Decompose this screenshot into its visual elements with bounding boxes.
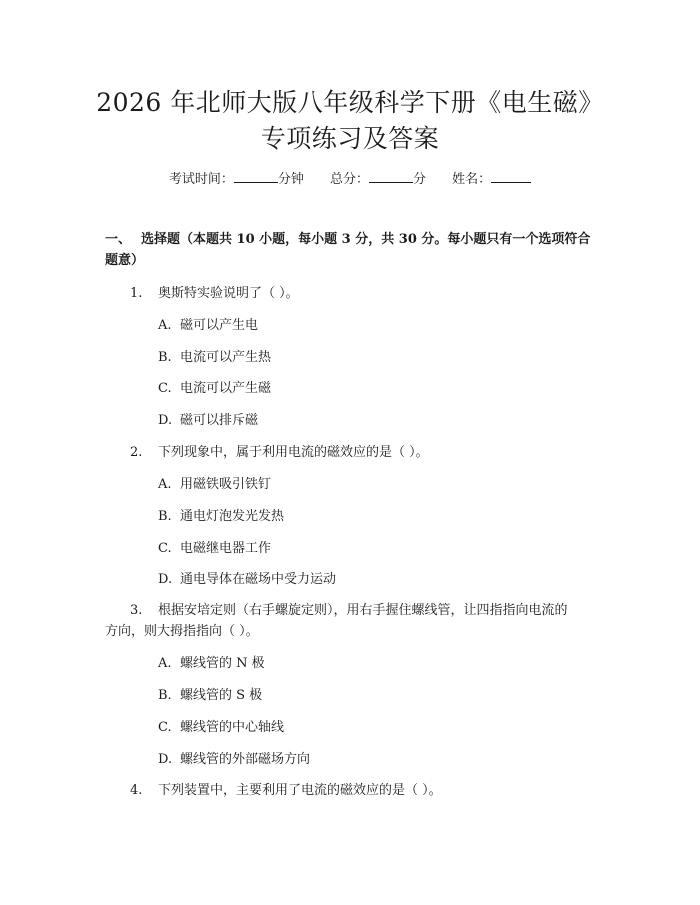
- title-line-2: 专项练习及答案: [260, 124, 440, 153]
- exam-meta: [0, 168, 700, 187]
- option-1d[interactable]: [158, 410, 258, 431]
- option-1c[interactable]: [158, 378, 271, 399]
- option-text: 用磁铁吸引铁钉: [180, 477, 272, 492]
- score-label: 总分：: [329, 172, 369, 187]
- question-number: 3.: [130, 603, 143, 618]
- option-3a[interactable]: [158, 653, 265, 674]
- option-key: C.: [158, 381, 172, 396]
- option-key: D.: [158, 413, 173, 428]
- option-text: 螺线管的 S 极: [180, 688, 263, 703]
- option-text: 磁可以产生电: [180, 318, 259, 333]
- option-text: 通电灯泡发光发热: [180, 509, 285, 524]
- question-text: 下列装置中，主要利用了电流的磁效应的是（ ）。: [158, 783, 442, 798]
- question-text-line-1: 根据安培定则（右手螺旋定则），用右手握住螺线管，让四指指向电流的: [158, 603, 568, 618]
- question-number: 4.: [130, 783, 143, 798]
- option-3c[interactable]: [158, 717, 284, 738]
- option-2c[interactable]: [158, 538, 271, 559]
- option-key: B.: [158, 509, 172, 524]
- score-unit: 分: [413, 172, 427, 187]
- option-key: A.: [158, 656, 172, 671]
- question-number: 2.: [130, 445, 143, 460]
- option-text: 螺线管的外部磁场方向: [180, 752, 311, 767]
- question-3: [130, 600, 610, 621]
- option-key: C.: [158, 541, 172, 556]
- name-label: 姓名：: [452, 172, 492, 187]
- question-1: [130, 283, 610, 304]
- option-1b[interactable]: [158, 347, 271, 368]
- option-1a[interactable]: [158, 315, 258, 336]
- option-2d[interactable]: [158, 569, 336, 590]
- section-text-line-2: 题意）: [105, 253, 145, 268]
- question-4: [130, 780, 610, 801]
- option-text: 螺线管的 N 极: [180, 656, 265, 671]
- option-key: A.: [158, 318, 172, 333]
- option-2a[interactable]: [158, 474, 271, 495]
- question-2: [130, 442, 610, 463]
- option-text: 螺线管的中心轴线: [180, 720, 285, 735]
- exam-score: [330, 172, 430, 187]
- option-text: 电流可以产生热: [180, 350, 272, 365]
- title-line-1: 2026 年北师大版八年级科学下册《电生磁》: [96, 88, 604, 117]
- section-text-line-1: 选择题（本题共 10 小题，每小题 3 分，共 30 分。每小题只有一个选项符合: [141, 232, 591, 247]
- option-text: 磁可以排斥磁: [180, 413, 259, 428]
- option-key: D.: [158, 752, 173, 767]
- score-blank[interactable]: [369, 170, 413, 183]
- option-text: 通电导体在磁场中受力运动: [180, 572, 337, 587]
- time-label: 考试时间：: [168, 172, 234, 187]
- exam-name: [452, 172, 531, 187]
- time-blank[interactable]: [234, 170, 278, 183]
- section-number: 一、: [105, 232, 132, 247]
- time-unit: 分钟: [277, 172, 304, 187]
- question-text: 奥斯特实验说明了（ ）。: [158, 286, 299, 301]
- option-3d[interactable]: [158, 749, 310, 770]
- option-text: 电磁继电器工作: [180, 541, 272, 556]
- option-2b[interactable]: [158, 506, 284, 527]
- exam-time: [169, 172, 308, 187]
- option-3b[interactable]: [158, 685, 262, 706]
- option-key: A.: [158, 477, 172, 492]
- option-key: D.: [158, 572, 173, 587]
- option-key: C.: [158, 720, 172, 735]
- option-text: 电流可以产生磁: [180, 381, 272, 396]
- option-key: B.: [158, 688, 172, 703]
- option-key: B.: [158, 350, 172, 365]
- section-heading: [105, 229, 605, 271]
- question-3-line-2: 方向，则大拇指指向（ ）。: [105, 624, 259, 639]
- name-blank[interactable]: [491, 170, 531, 183]
- question-text: 下列现象中，属于利用电流的磁效应的是（ ）。: [158, 445, 429, 460]
- question-number: 1.: [130, 286, 143, 301]
